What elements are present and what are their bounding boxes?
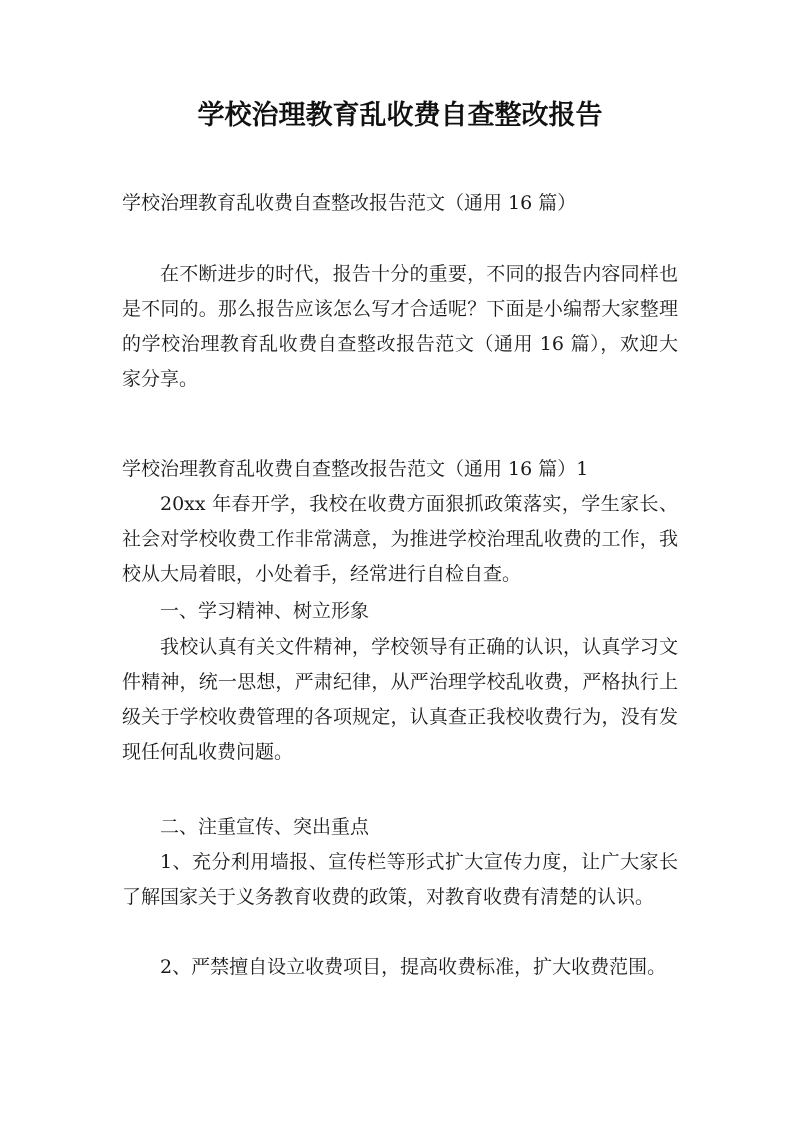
intro-paragraph: 在不断进步的时代，报告十分的重要，不同的报告内容同样也是不同的。那么报告应该怎么写才合适呢？下面是小编帮大家整理的学校治理教育乱收费自查整改报告范文（通用 16 篇），欢迎大家分享。 <box>122 263 678 390</box>
paragraph-publicity-1: 1、充分利用墙报、宣传栏等形式扩大宣传力度，让广大家长了解国家关于义务教育收费的政策，对教育收费有清楚的认识。 <box>122 851 678 908</box>
section-heading: 学校治理教育乱收费自查整改报告范文（通用 16 篇）1 <box>122 458 589 480</box>
document-subtitle: 学校治理教育乱收费自查整改报告范文（通用 16 篇） <box>122 192 577 214</box>
paragraph-publicity-2: 2、严禁擅自设立收费项目，提高收费标准，扩大收费范围。 <box>160 956 667 978</box>
document-title: 学校治理教育乱收费自查整改报告 <box>197 100 603 131</box>
heading-study-spirit: 一、学习精神、树立形象 <box>160 600 370 622</box>
heading-publicity: 二、注重宣传、突出重点 <box>160 816 370 838</box>
paragraph-study-spirit: 我校认真有关文件精神，学校领导有正确的认识，认真学习文件精神，统一思想，严肃纪律，从严治理学校乱收费，严格执行上级关于学校收费管理的各项规定，认真查正我校收费行为，没有发现任何乱收费问题。 <box>122 636 678 763</box>
paragraph-opening: 20xx 年春开学，我校在收费方面狠抓政策落实，学生家长、社会对学校收费工作非常满意，为推进学校治理乱收费的工作，我校从大局着眼，小处着手，经常进行自检自查。 <box>122 493 678 585</box>
